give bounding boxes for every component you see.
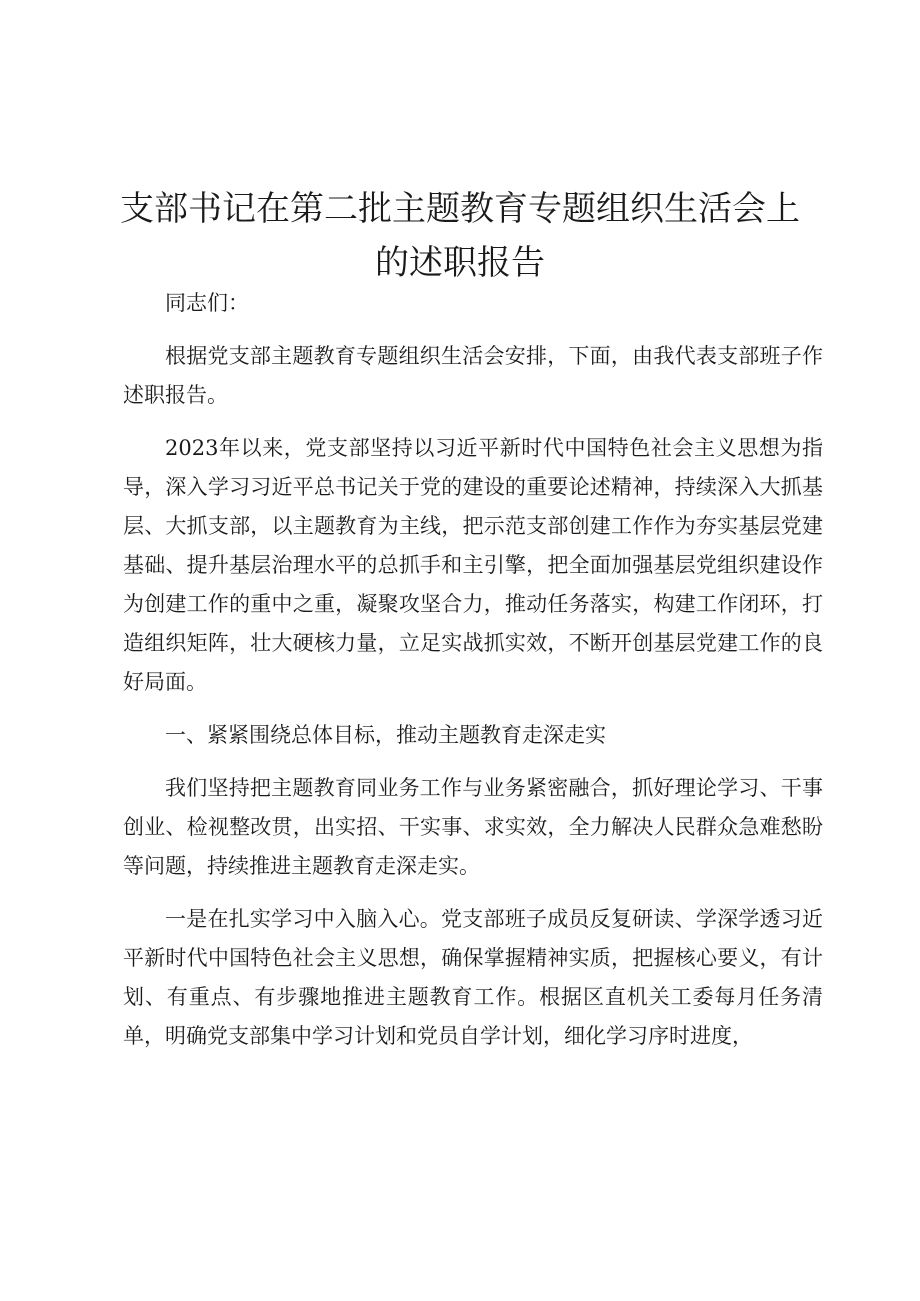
section-heading: 一、紧紧围绕总体目标，推动主题教育走深走实 — [165, 723, 606, 747]
document-body — [123, 284, 823, 1070]
overview-paragraph: 2023年以来，党支部坚持以习近平新时代中国特色社会主义思想为指导，深入学习习近平总书记关于党的建设的重要论述精神，持续深入大抓基层、大抓支部，以主题教育为主线，把示范支部创建工作作为夯实基层党建基础、提升基层治理水平的总抓手和主引擎，把全面加强基层党组织建设作为创建工作的重中之重，凝聚攻坚合力，推动任务落实，构建工作闭环，打造组织矩阵，壮大硬核力量，立足实战抓实效，不断开创基层党建工作的良好局面。 — [123, 436, 823, 694]
section-paragraph: 我们坚持把主题教育同业务工作与业务紧密融合，抓好理论学习、干事创业、检视整改贯，出实招、干实事、求实效，全力解决人民群众急难愁盼等问题，持续推进主题教育走深走实。 — [123, 776, 823, 878]
salutation-paragraph: 同志们： — [165, 291, 249, 315]
point-one-paragraph: 一是在扎实学习中入脑入心。党支部班子成员反复研读、学深学透习近平新时代中国特色社会主义思想，确保掌握精神实质，把握核心要义，有计划、有重点、有步骤地推进主题教育工作。根据区直机关工委每月任务清单，明确党支部集中学习计划和党员自学计划，细化学习序时进度， — [123, 907, 823, 1048]
document-title: 支部书记在第二批主题教育专题组织生活会上的述职报告 — [120, 189, 800, 283]
intro-paragraph: 根据党支部主题教育专题组织生活会安排，下面，由我代表支部班子作述职报告。 — [123, 344, 823, 407]
